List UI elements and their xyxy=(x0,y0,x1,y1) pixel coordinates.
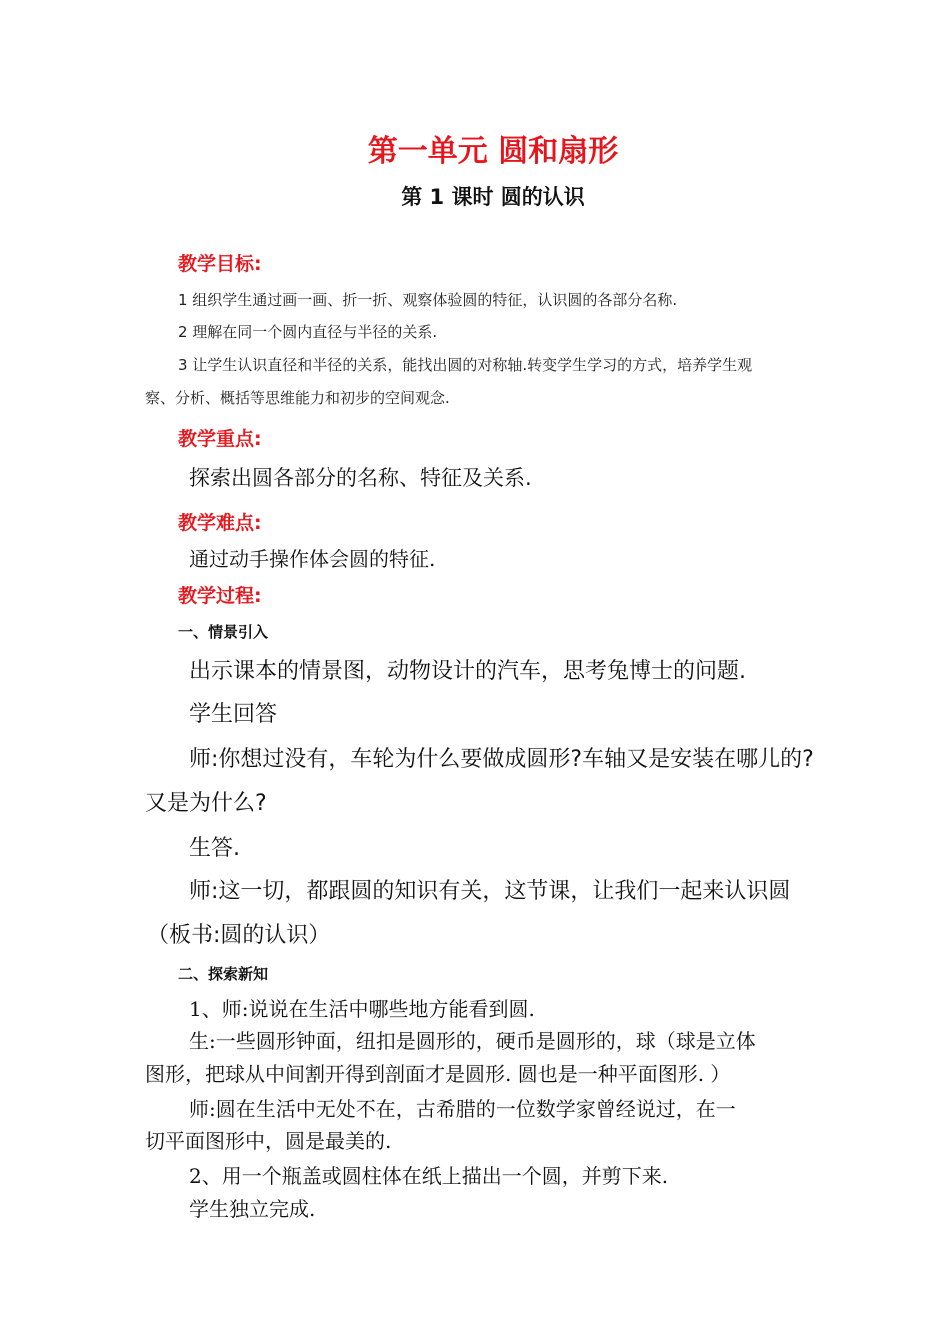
section-2-line: 学生独立完成. xyxy=(189,1197,316,1221)
section-1-line: 生答. xyxy=(189,836,240,861)
process-heading: 教学过程: xyxy=(178,585,262,607)
section-1-line: （板书:圆的认识） xyxy=(147,923,331,948)
section-1-line: 师:你想过没有，车轮为什么要做成圆形?车轴又是安装在哪儿的? xyxy=(189,747,814,772)
section-1-title: 一、情景引入 xyxy=(178,623,269,641)
objective-item: 1 组织学生通过画一画、折一折、观察体验圆的特征，认识圆的各部分名称. xyxy=(178,291,678,309)
difficulties-heading: 教学难点: xyxy=(178,512,262,534)
key-points-heading: 教学重点: xyxy=(178,428,262,450)
section-1-line: 学生回答 xyxy=(189,702,278,727)
objectives-heading: 教学目标: xyxy=(178,253,262,275)
key-points-text: 探索出圆各部分的名称、特征及关系. xyxy=(189,466,532,490)
section-2-title: 二、探索新知 xyxy=(178,965,269,983)
lesson-subtitle: 第 1 课时 圆的认识 xyxy=(401,185,585,209)
objective-item: 3 让学生认识直径和半径的关系，能找出圆的对称轴.转变学生学习的方式，培养学生观 xyxy=(178,356,753,374)
section-2-line: 图形，把球从中间割开得到剖面才是圆形. 圆也是一种平面图形. ） xyxy=(145,1062,731,1086)
section-1-line: 师:这一切，都跟圆的知识有关，这节课，让我们一起来认识圆 xyxy=(189,879,791,904)
section-1-line: 出示课本的情景图，动物设计的汽车，思考兔博士的问题. xyxy=(189,659,746,684)
section-2-line: 师:圆在生活中无处不在，古希腊的一位数学家曾经说过，在一 xyxy=(189,1097,736,1121)
unit-title: 第一单元 圆和扇形 xyxy=(367,134,619,169)
section-1-line: 又是为什么? xyxy=(145,791,267,816)
objective-item: 2 理解在同一个圆内直径与半径的关系. xyxy=(178,323,438,341)
difficulties-text: 通过动手操作体会圆的特征. xyxy=(189,547,436,571)
section-2-line: 1、师:说说在生活中哪些地方能看到圆. xyxy=(189,997,535,1021)
section-2-line: 切平面图形中，圆是最美的. xyxy=(145,1129,392,1153)
section-2-line: 2、用一个瓶盖或圆柱体在纸上描出一个圆，并剪下来. xyxy=(189,1164,669,1188)
section-2-line: 生:一些圆形钟面，纽扣是圆形的，硬币是圆形的，球（球是立体 xyxy=(189,1029,756,1053)
objective-item-continued: 察、分析、概括等思维能力和初步的空间观念. xyxy=(145,389,450,407)
